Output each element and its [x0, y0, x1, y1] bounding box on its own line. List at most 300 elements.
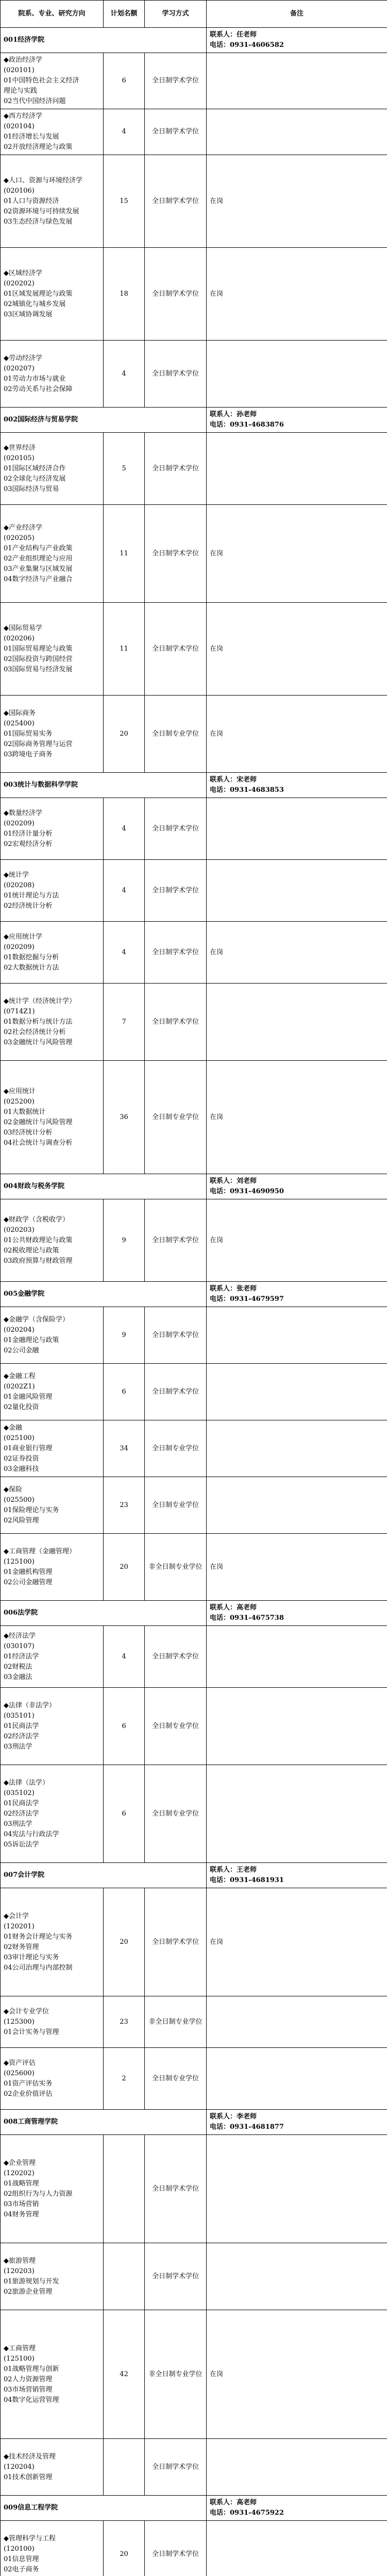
program-study-mode: 全日制学术学位 — [145, 341, 207, 408]
program-quota: 6 — [104, 1688, 145, 1765]
program-row — [1, 860, 387, 922]
school-contact — [207, 773, 387, 798]
program-line: 01战略管理 — [4, 2179, 39, 2188]
program-line: (020205) — [4, 534, 35, 542]
contact-line: 联系人：宋老师 — [210, 776, 257, 784]
program-line: ◆国际贸易学 — [4, 624, 42, 632]
program-study-mode: 全日制学术学位 — [145, 922, 207, 984]
program-note: 在岗 — [207, 1199, 387, 1282]
program-quota: 2 — [104, 2048, 145, 2110]
program-info — [1, 341, 104, 408]
program-info — [1, 433, 104, 505]
program-quota — [104, 2439, 145, 2496]
program-line: ◆资产评估 — [4, 2059, 36, 2067]
program-info — [1, 603, 104, 696]
program-line: (125100) — [4, 1557, 35, 1566]
program-info — [1, 1626, 104, 1688]
program-line: ◆应用统计学 — [4, 933, 42, 941]
contact-line: 电话：0931-4681877 — [210, 2123, 284, 2131]
program-line: 02国际投资与跨国经营 — [4, 655, 73, 663]
school-row — [1, 1863, 387, 1888]
program-study-mode: 全日制专业学位 — [145, 1061, 207, 1174]
contact-line: 联系人：王老师 — [210, 1866, 257, 1874]
program-line: 02大数据统计方法 — [4, 963, 59, 972]
program-line: ◆法律（法学） — [4, 1778, 49, 1787]
contact-line: 电话：0931-4606582 — [210, 41, 284, 49]
program-line: 01资产评估实务 — [4, 2079, 53, 2088]
school-row — [1, 2496, 387, 2521]
program-line: 01国际贸易理论与政策 — [4, 645, 73, 653]
program-note: 在岗 — [207, 696, 387, 773]
school-row — [1, 773, 387, 798]
header-quota: 计划名额 — [104, 1, 145, 28]
program-line: 04公司治理与内部控制 — [4, 1963, 73, 1972]
school-contact — [207, 1282, 387, 1307]
program-line: (020209) — [4, 819, 35, 827]
program-line: 02全球化与经济发展 — [4, 474, 66, 483]
program-line: 理论与实践 — [4, 87, 38, 95]
program-info — [1, 1888, 104, 1996]
program-line: ◆人口、资源与环境经济学 — [4, 176, 82, 184]
program-line: 02宏观经济分析 — [4, 840, 53, 848]
program-note — [207, 1420, 387, 1477]
program-quota: 9 — [104, 1199, 145, 1282]
program-line: ◆西方经济学 — [4, 112, 42, 120]
school-name: 008工商管理学院 — [1, 2110, 207, 2135]
header-program: 院系、专业、研究方向 — [1, 1, 104, 28]
school-contact — [207, 1174, 387, 1199]
program-info — [1, 798, 104, 860]
contact-line: 电话：0931-4681931 — [210, 1876, 284, 1884]
contact-line: 联系人：高老师 — [210, 1604, 257, 1612]
program-note — [207, 2243, 387, 2310]
program-note — [207, 798, 387, 860]
program-line: 03经济统计分析 — [4, 1128, 53, 1137]
program-row — [1, 1420, 387, 1477]
program-line: 01金融风险管理 — [4, 1393, 53, 1401]
contact-line: 联系人：孙老师 — [210, 411, 257, 418]
contact-line: 联系人：刘老师 — [210, 1177, 257, 1185]
program-quota: 4 — [104, 109, 145, 155]
school-name: 006法学院 — [1, 1601, 207, 1626]
school-name: 005金融学院 — [1, 1282, 207, 1307]
program-line: (120201) — [4, 1922, 35, 1930]
program-line: 01技术创新管理 — [4, 2473, 53, 2481]
program-study-mode: 全日制学术学位 — [145, 2521, 207, 2576]
program-line: 02劳动关系与社会保障 — [4, 385, 73, 393]
program-line: 01大数据统计 — [4, 1108, 46, 1116]
program-line: 01区域发展理论与政策 — [4, 290, 73, 298]
program-line: 01民商法学 — [4, 1799, 39, 1807]
program-info — [1, 1307, 104, 1364]
program-line: ◆旅游管理 — [4, 2257, 36, 2265]
program-info — [1, 2521, 104, 2576]
school-contact — [207, 408, 387, 433]
contact-line: 电话：0931-4690950 — [210, 1188, 284, 1195]
program-line: 01会计实务与管理 — [4, 2028, 59, 2036]
program-line: 01中国特色社会主义经济 — [4, 77, 79, 84]
program-line: (025400) — [4, 719, 35, 727]
program-line: 02企业价值评估 — [4, 2090, 53, 2098]
school-contact — [207, 2496, 387, 2521]
program-quota: 34 — [104, 1420, 145, 1477]
program-line: ◆法律（非法学） — [4, 1701, 56, 1709]
program-row — [1, 433, 387, 505]
program-info — [1, 1765, 104, 1863]
program-row — [1, 1364, 387, 1420]
program-line: ◆企业管理 — [4, 2159, 36, 2167]
program-line: 01国际贸易实务 — [4, 730, 53, 738]
program-line: (025200) — [4, 1097, 35, 1106]
program-info — [1, 1364, 104, 1420]
program-quota: 20 — [104, 2521, 145, 2576]
program-quota: 11 — [104, 603, 145, 696]
program-line: 01数据分析与统计方法 — [4, 1018, 73, 1026]
program-line: 03金融统计与风险管理 — [4, 1038, 73, 1046]
program-row — [1, 341, 387, 408]
program-line: 02当代中国经济问题 — [4, 97, 66, 105]
program-line: (030107) — [4, 1642, 35, 1650]
program-line: 02量化投资 — [4, 1403, 39, 1411]
program-line: ◆工商管理 — [4, 2344, 36, 2352]
program-row — [1, 922, 387, 984]
program-line: 01数据挖掘与分析 — [4, 953, 59, 961]
program-info — [1, 696, 104, 773]
program-line: 02电子商务 — [4, 2565, 39, 2573]
program-study-mode: 全日制学术学位 — [145, 1199, 207, 1282]
program-note — [207, 2048, 387, 2110]
program-quota — [104, 2135, 145, 2243]
program-line: (020104) — [4, 123, 35, 130]
program-note — [207, 1688, 387, 1765]
program-quota: 11 — [104, 505, 145, 603]
program-row — [1, 2521, 387, 2576]
program-row — [1, 1888, 387, 1996]
program-note — [207, 53, 387, 109]
program-note — [207, 2439, 387, 2496]
program-line: (120202) — [4, 2169, 35, 2177]
school-name: 009信息工程学院 — [1, 2496, 207, 2521]
program-line: (025100) — [4, 1434, 35, 1442]
program-line: (125100) — [4, 2354, 35, 2363]
program-info — [1, 860, 104, 922]
program-info — [1, 984, 104, 1061]
program-study-mode: 全日制学术学位 — [145, 798, 207, 860]
program-study-mode: 全日制学术学位 — [145, 2439, 207, 2496]
program-note — [207, 860, 387, 922]
program-line: 02人力资源管理 — [4, 2375, 53, 2383]
program-info — [1, 505, 104, 603]
program-line: (020105) — [4, 454, 35, 462]
program-note — [207, 1765, 387, 1863]
program-info — [1, 1688, 104, 1765]
program-line: (025600) — [4, 2069, 35, 2077]
program-study-mode: 全日制专业学位 — [145, 1477, 207, 1534]
program-study-mode: 全日制专业学位 — [145, 1765, 207, 1863]
contact-line: 电话：0931-4675922 — [210, 2509, 284, 2517]
program-line: 02组织行为与人力资源 — [4, 2190, 73, 2198]
program-quota: 7 — [104, 984, 145, 1061]
program-row — [1, 53, 387, 109]
program-line: 03市场营销 — [4, 2200, 39, 2208]
program-study-mode: 全日制专业学位 — [145, 1688, 207, 1765]
program-row — [1, 505, 387, 603]
program-line: 01财务会计理论与实务 — [4, 1933, 73, 1941]
program-note: 在岗 — [207, 155, 387, 248]
program-note — [207, 1626, 387, 1688]
program-line: 01统计理论与方法 — [4, 891, 59, 900]
program-line: 02经济法学 — [4, 1809, 39, 1818]
program-row — [1, 155, 387, 248]
program-study-mode: 全日制学术学位 — [145, 155, 207, 248]
program-line: 03刑法学 — [4, 1742, 32, 1751]
program-line: 02公司金融管理 — [4, 1578, 53, 1586]
program-line: (020101) — [4, 66, 35, 74]
program-info — [1, 2310, 104, 2439]
program-line: 03国际贸易与经济发展 — [4, 665, 73, 673]
program-line: ◆国际商务 — [4, 709, 36, 717]
program-line: 01产业结构与产业政策 — [4, 544, 73, 552]
program-line: 02国际商务管理与运营 — [4, 740, 73, 748]
program-line: 02产业组织理论与应用 — [4, 554, 73, 563]
program-quota: 36 — [104, 1061, 145, 1174]
program-row — [1, 1477, 387, 1534]
program-line: (020204) — [4, 1326, 35, 1334]
program-line: 02经济法学 — [4, 1732, 39, 1740]
program-line: ◆金融工程 — [4, 1372, 36, 1380]
program-quota: 18 — [104, 248, 145, 341]
program-line: (020106) — [4, 187, 35, 195]
program-line: 05诉讼法学 — [4, 1840, 39, 1849]
program-line: (020209) — [4, 943, 35, 951]
program-info — [1, 1477, 104, 1534]
program-line: ◆统计学 — [4, 871, 29, 879]
program-quota: 20 — [104, 696, 145, 773]
program-line: ◆区域经济学 — [4, 269, 42, 277]
program-note: 在岗 — [207, 1888, 387, 1996]
program-row — [1, 1765, 387, 1863]
program-info — [1, 1420, 104, 1477]
program-line: 03刑法学 — [4, 1820, 32, 1828]
program-line: 01金融理论与政策 — [4, 1336, 59, 1344]
program-row — [1, 2310, 387, 2439]
program-row — [1, 109, 387, 155]
school-name: 001经济学院 — [1, 28, 207, 53]
program-quota: 5 — [104, 433, 145, 505]
contact-line: 电话：0931-4679597 — [210, 1295, 284, 1303]
program-study-mode: 全日制学术学位 — [145, 248, 207, 341]
program-line: 04数字经济与产业融合 — [4, 575, 73, 583]
program-line: 02税收理论与政策 — [4, 1246, 59, 1255]
contact-line: 联系人：张老师 — [210, 1285, 257, 1293]
program-line: (0714Z1) — [4, 1007, 35, 1015]
program-row — [1, 984, 387, 1061]
program-line: (020207) — [4, 364, 35, 372]
program-line: 04社会统计与调查分析 — [4, 1139, 73, 1147]
program-row — [1, 1996, 387, 2048]
program-quota: 23 — [104, 1996, 145, 2048]
program-study-mode: 全日制学术学位 — [145, 984, 207, 1061]
program-note: 在岗 — [207, 603, 387, 696]
program-line: 02经济统计分析 — [4, 902, 53, 910]
program-line: ◆劳动经济学 — [4, 354, 42, 362]
program-quota: 20 — [104, 1534, 145, 1601]
header-study-mode: 学习方式 — [145, 1, 207, 28]
program-note: 在岗 — [207, 248, 387, 341]
table-body — [1, 28, 387, 2576]
program-quota: 4 — [104, 798, 145, 860]
program-line: ◆工商管理（金融管理） — [4, 1547, 76, 1555]
program-line: ◆管理科学与工程 — [4, 2534, 56, 2543]
program-line: 03国际经济与贸易 — [4, 485, 59, 493]
program-study-mode: 全日制专业学位 — [145, 696, 207, 773]
program-quota: 42 — [104, 2310, 145, 2439]
program-note: 在岗 — [207, 2310, 387, 2439]
program-note — [207, 984, 387, 1061]
program-line: 01经济计量分析 — [4, 829, 53, 838]
program-study-mode: 全日制学术学位 — [145, 860, 207, 922]
program-line: 01经济增长与发展 — [4, 133, 59, 141]
program-quota: 4 — [104, 860, 145, 922]
program-line: ◆金融 — [4, 1423, 22, 1432]
program-study-mode: 全日制学术学位 — [145, 2135, 207, 2243]
program-line: 01国际区域经济合作 — [4, 464, 66, 472]
program-quota: 6 — [104, 53, 145, 109]
program-line: ◆技术经济及管理 — [4, 2452, 56, 2461]
program-line: 01商业银行管理 — [4, 1444, 53, 1452]
program-line: 03金融法 — [4, 1673, 32, 1681]
program-line: 01旅游规划与开发 — [4, 2277, 59, 2285]
program-row — [1, 1061, 387, 1174]
program-line: 04财务管理 — [4, 2210, 39, 2218]
program-line: (035101) — [4, 1711, 35, 1720]
contact-line: 联系人：高老师 — [210, 2499, 257, 2506]
program-row — [1, 2135, 387, 2243]
program-study-mode: 全日制学术学位 — [145, 2243, 207, 2310]
program-note — [207, 341, 387, 408]
program-line: (035102) — [4, 1789, 35, 1797]
program-line: 02财税法 — [4, 1663, 32, 1671]
program-study-mode: 全日制学术学位 — [145, 1364, 207, 1420]
program-note: 在岗 — [207, 505, 387, 603]
program-row — [1, 603, 387, 696]
program-line: ◆经济法学 — [4, 1632, 36, 1640]
program-line: 01战略管理与创新 — [4, 2365, 59, 2373]
program-line: (125300) — [4, 2018, 35, 2026]
program-line: ◆会计专业学位 — [4, 2007, 49, 2015]
program-line: ◆应用统计 — [4, 1087, 36, 1095]
program-info — [1, 2439, 104, 2496]
program-line: (020202) — [4, 279, 35, 287]
program-study-mode: 全日制学术学位 — [145, 505, 207, 603]
program-study-mode: 全日制学术学位 — [145, 1888, 207, 1996]
program-line: 02社会经济统计分析 — [4, 1028, 66, 1036]
program-row — [1, 2048, 387, 2110]
program-study-mode: 全日制学术学位 — [145, 1307, 207, 1364]
program-line: 03审计理论与实务 — [4, 1953, 59, 1961]
school-name: 003统计与数据科学学院 — [1, 773, 207, 798]
program-study-mode: 全日制学术学位 — [145, 53, 207, 109]
program-info — [1, 2243, 104, 2310]
school-row — [1, 1601, 387, 1626]
program-line: 03生态经济与绿色发展 — [4, 217, 73, 226]
program-study-mode: 全日制学术学位 — [145, 109, 207, 155]
program-line: ◆金融学（含保险学） — [4, 1315, 69, 1324]
school-row — [1, 1174, 387, 1199]
program-info — [1, 155, 104, 248]
program-line: 01经济法学 — [4, 1652, 39, 1660]
school-row — [1, 408, 387, 433]
school-contact — [207, 28, 387, 53]
program-line: 02金融统计与风险管理 — [4, 1118, 73, 1126]
program-line: ◆会计学 — [4, 1912, 29, 1920]
program-line: (025500) — [4, 1496, 35, 1504]
program-line: 01金融机构管理 — [4, 1568, 53, 1576]
program-line: ◆保险 — [4, 1485, 22, 1494]
program-row — [1, 1534, 387, 1601]
program-quota: 23 — [104, 1477, 145, 1534]
program-row — [1, 1688, 387, 1765]
program-study-mode: 非全日制专业学位 — [145, 1534, 207, 1601]
program-line: (020206) — [4, 634, 35, 642]
contact-line: 联系人：任老师 — [210, 31, 257, 39]
school-row — [1, 1282, 387, 1307]
program-row — [1, 696, 387, 773]
contact-line: 电话：0931-4675738 — [210, 1614, 284, 1622]
program-line: 03金融科技 — [4, 1465, 39, 1473]
contact-line: 联系人：李老师 — [210, 2113, 257, 2121]
program-note — [207, 2135, 387, 2243]
program-row — [1, 1307, 387, 1364]
program-line: ◆政治经济学 — [4, 56, 42, 64]
program-line: 03区域协调发展 — [4, 310, 53, 318]
program-study-mode: 全日制学术学位 — [145, 603, 207, 696]
program-line: (0202Z1) — [4, 1382, 35, 1391]
program-quota: 6 — [104, 1765, 145, 1863]
program-quota: 4 — [104, 341, 145, 408]
school-row — [1, 2110, 387, 2135]
program-line: 01民商法学 — [4, 1722, 39, 1730]
program-info — [1, 1996, 104, 2048]
program-line: 04宪法与行政法学 — [4, 1830, 59, 1838]
program-line: (120203) — [4, 2267, 35, 2275]
program-line: 01保险理论与实务 — [4, 1506, 59, 1514]
contact-line: 电话：0931-4683876 — [210, 421, 284, 429]
program-row — [1, 2243, 387, 2310]
table-header-row — [1, 1, 387, 28]
program-line: 03产业集聚与区域发展 — [4, 565, 73, 573]
program-line: 04数字化运营管理 — [4, 2396, 59, 2404]
program-study-mode: 全日制学术学位 — [145, 1626, 207, 1688]
program-note — [207, 1477, 387, 1534]
program-row — [1, 248, 387, 341]
program-quota: 15 — [104, 155, 145, 248]
program-study-mode: 全日制专业学位 — [145, 2048, 207, 2110]
school-contact — [207, 1601, 387, 1626]
school-name: 002国际经济与贸易学院 — [1, 408, 207, 433]
school-contact — [207, 2110, 387, 2135]
program-line: 01公共财政理论与政策 — [4, 1236, 73, 1244]
program-info — [1, 53, 104, 109]
program-line: 02资源环境与可持续发展 — [4, 207, 79, 215]
header-notes: 备注 — [207, 1, 387, 28]
program-quota: 20 — [104, 1888, 145, 1996]
school-row — [1, 28, 387, 53]
program-note — [207, 109, 387, 155]
program-line: 02旅游企业管理 — [4, 2287, 53, 2296]
school-name: 007会计学院 — [1, 1863, 207, 1888]
program-quota: 4 — [104, 922, 145, 984]
